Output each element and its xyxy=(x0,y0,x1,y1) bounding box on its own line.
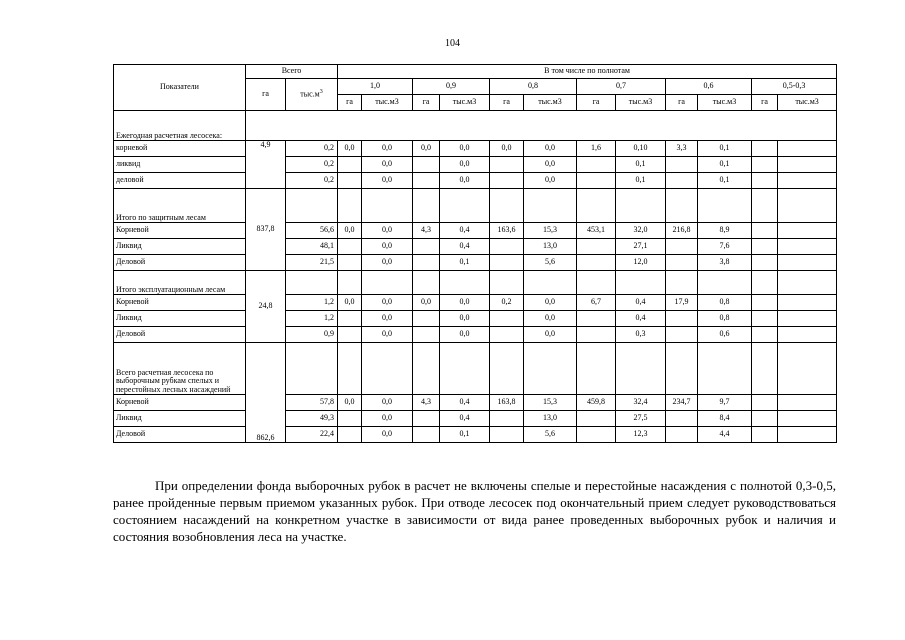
table-row xyxy=(114,255,837,271)
density-m3-cell: 8,9 xyxy=(698,223,752,239)
density-m3-cell xyxy=(778,427,837,443)
density-ha-cell: 4,3 xyxy=(413,395,440,411)
body-paragraph: При определении фонда выборочных рубок в расчет не включены спелые и перестойные насаждения с полнотой 0,3-0,5, ранее пройденные первым приемом указанных рубок. При отводе лесосек под окончательный прием следует руководствоваться состоянием насаждений на конкретном участке в зависимости от вида ранее проведенных выборочных рубок и наличия и состояния возобновления леса на участке. xyxy=(113,478,836,544)
total-m3-cell: 48,1 xyxy=(286,239,338,255)
density-m3-cell: 0,0 xyxy=(362,311,413,327)
density-m3-cell: 0,0 xyxy=(440,173,490,189)
header-total-m3: $тыс.м^3$ xyxy=(286,79,338,111)
density-m3-cell: 0,0 xyxy=(440,295,490,311)
table-row xyxy=(114,327,837,343)
density-ha-cell xyxy=(490,427,524,443)
table-row xyxy=(114,157,837,173)
empty-cell xyxy=(413,271,440,295)
table-row xyxy=(114,295,837,311)
unit-m3-header: тыс.м3 xyxy=(616,95,666,111)
empty-cell xyxy=(338,189,362,223)
density-m3-cell: 4,4 xyxy=(698,427,752,443)
density-m3-cell: 0,3 xyxy=(616,327,666,343)
total-m3-cell: 0,2 xyxy=(286,157,338,173)
density-m3-cell xyxy=(778,173,837,189)
density-m3-cell: 0,1 xyxy=(440,427,490,443)
density-m3-cell: 0,0 xyxy=(362,395,413,411)
density-header: 0,5-0,3 xyxy=(752,79,837,95)
total-m3-cell: 0,2 xyxy=(286,173,338,189)
table-row xyxy=(114,395,837,411)
empty-cell xyxy=(778,343,837,395)
density-ha-cell xyxy=(490,173,524,189)
table-row xyxy=(114,411,837,427)
section-total-ha: 24,8 xyxy=(246,271,286,343)
density-ha-cell: 163,6 xyxy=(490,223,524,239)
density-ha-cell: 0,0 xyxy=(490,141,524,157)
density-ha-cell xyxy=(338,255,362,271)
density-ha-cell: 0,0 xyxy=(338,223,362,239)
density-m3-cell xyxy=(778,141,837,157)
unit-m3-header: тыс.м3 xyxy=(440,95,490,111)
density-m3-cell xyxy=(778,223,837,239)
density-ha-cell xyxy=(413,255,440,271)
empty-cell xyxy=(698,343,752,395)
density-ha-cell xyxy=(413,411,440,427)
density-m3-cell: 0,0 xyxy=(524,173,577,189)
density-ha-cell xyxy=(413,311,440,327)
unit-ha-header: га xyxy=(338,95,362,111)
total-m3-cell: 0,2 xyxy=(286,141,338,157)
total-m3-cell: 1,2 xyxy=(286,311,338,327)
density-m3-cell: 0,1 xyxy=(616,173,666,189)
density-m3-cell: 8,4 xyxy=(698,411,752,427)
density-m3-cell: 0,0 xyxy=(440,327,490,343)
total-m3-cell: 1,2 xyxy=(286,295,338,311)
density-m3-cell: 0,0 xyxy=(362,239,413,255)
total-m3-cell: 49,3 xyxy=(286,411,338,427)
empty-cell xyxy=(577,343,616,395)
density-m3-cell xyxy=(778,311,837,327)
density-ha-cell xyxy=(413,239,440,255)
unit-m3-header: тыс.м3 xyxy=(778,95,837,111)
density-m3-cell: 0,0 xyxy=(440,141,490,157)
empty-cell xyxy=(778,271,837,295)
empty-cell xyxy=(778,189,837,223)
table-header xyxy=(114,65,837,111)
density-m3-cell xyxy=(778,255,837,271)
unit-ha-header: га xyxy=(577,95,616,111)
density-m3-cell: 5,6 xyxy=(524,427,577,443)
density-m3-cell xyxy=(778,395,837,411)
density-ha-cell xyxy=(752,411,778,427)
row-label: Деловой xyxy=(114,255,246,271)
density-m3-cell: 0,0 xyxy=(524,141,577,157)
total-m3-cell: 57,8 xyxy=(286,395,338,411)
row-label: ликвид xyxy=(114,157,246,173)
density-ha-cell xyxy=(666,427,698,443)
density-ha-cell: 163,8 xyxy=(490,395,524,411)
density-m3-cell: 3,8 xyxy=(698,255,752,271)
table-row xyxy=(114,141,837,157)
table-row xyxy=(114,427,837,443)
density-m3-cell: 27,1 xyxy=(616,239,666,255)
density-ha-cell: 0,0 xyxy=(338,141,362,157)
density-m3-cell: 15,3 xyxy=(524,395,577,411)
density-m3-cell: 0,0 xyxy=(362,157,413,173)
density-m3-cell: 0,10 xyxy=(616,141,666,157)
empty-cell xyxy=(577,271,616,295)
density-ha-cell xyxy=(490,327,524,343)
empty-cell xyxy=(616,343,666,395)
section-total-ha: 862,6 xyxy=(246,343,286,443)
density-ha-cell xyxy=(752,157,778,173)
density-ha-cell xyxy=(338,157,362,173)
empty-cell xyxy=(362,343,413,395)
density-ha-cell: 0,0 xyxy=(413,295,440,311)
table-row xyxy=(114,223,837,239)
density-ha-cell xyxy=(490,311,524,327)
unit-m3-header: тыс.м3 xyxy=(362,95,413,111)
density-ha-cell: 453,1 xyxy=(577,223,616,239)
row-label: деловой xyxy=(114,173,246,189)
density-m3-cell: 0,0 xyxy=(362,327,413,343)
density-ha-cell xyxy=(752,255,778,271)
density-m3-cell: 0,6 xyxy=(698,327,752,343)
empty-cell xyxy=(338,343,362,395)
unit-m3-header: тыс.м3 xyxy=(698,95,752,111)
density-ha-cell xyxy=(577,239,616,255)
empty-cell xyxy=(490,189,524,223)
section-title: Итого эксплуатационным лесам xyxy=(114,271,246,295)
density-ha-cell: 6,7 xyxy=(577,295,616,311)
density-ha-cell xyxy=(413,327,440,343)
density-ha-cell: 17,9 xyxy=(666,295,698,311)
density-ha-cell xyxy=(490,411,524,427)
density-m3-cell: 12,0 xyxy=(616,255,666,271)
density-ha-cell xyxy=(752,427,778,443)
density-m3-cell: 0,0 xyxy=(362,173,413,189)
density-ha-cell xyxy=(752,295,778,311)
density-m3-cell: 0,0 xyxy=(362,223,413,239)
empty-cell xyxy=(440,271,490,295)
density-ha-cell xyxy=(338,311,362,327)
page-number: 104 xyxy=(445,38,460,49)
density-m3-cell: 0,0 xyxy=(362,295,413,311)
empty-cell xyxy=(490,343,524,395)
density-m3-cell: 15,3 xyxy=(524,223,577,239)
row-label: Деловой xyxy=(114,327,246,343)
section-title: Всего расчетная лесосека по выборочным рубкам спелых и перестойных лесных насаждений xyxy=(114,343,246,395)
density-ha-cell: 4,3 xyxy=(413,223,440,239)
density-m3-cell xyxy=(778,295,837,311)
total-m3-cell: 56,6 xyxy=(286,223,338,239)
density-m3-cell xyxy=(778,411,837,427)
density-m3-cell: 0,4 xyxy=(616,311,666,327)
empty-cell xyxy=(286,271,338,295)
density-ha-cell: 0,2 xyxy=(490,295,524,311)
density-m3-cell: 5,6 xyxy=(524,255,577,271)
density-m3-cell: 0,1 xyxy=(440,255,490,271)
density-ha-cell xyxy=(752,327,778,343)
density-ha-cell xyxy=(577,311,616,327)
density-ha-cell xyxy=(577,327,616,343)
density-m3-cell: 0,1 xyxy=(616,157,666,173)
density-ha-cell: 1,6 xyxy=(577,141,616,157)
density-m3-cell: 0,0 xyxy=(524,157,577,173)
empty-cell xyxy=(666,271,698,295)
density-ha-cell: 3,3 xyxy=(666,141,698,157)
density-header: 0,6 xyxy=(666,79,752,95)
density-ha-cell: 234,7 xyxy=(666,395,698,411)
total-m3-cell: 0,9 xyxy=(286,327,338,343)
density-m3-cell: 0,8 xyxy=(698,311,752,327)
density-ha-cell xyxy=(752,239,778,255)
density-m3-cell: 0,1 xyxy=(698,173,752,189)
row-label: Ликвид xyxy=(114,239,246,255)
section-total-ha: 4,9 xyxy=(246,141,286,189)
density-ha-cell xyxy=(577,411,616,427)
density-ha-cell xyxy=(338,427,362,443)
density-ha-cell xyxy=(666,327,698,343)
header-including: В том числе по полнотам xyxy=(338,65,837,79)
density-ha-cell xyxy=(577,157,616,173)
table-row xyxy=(114,311,837,327)
density-m3-cell: 9,7 xyxy=(698,395,752,411)
total-m3-cell: 22,4 xyxy=(286,427,338,443)
density-ha-cell: 216,8 xyxy=(666,223,698,239)
density-m3-cell: 32,4 xyxy=(616,395,666,411)
density-ha-cell xyxy=(666,157,698,173)
section-title-row xyxy=(114,189,837,223)
density-m3-cell: 0,4 xyxy=(440,411,490,427)
row-label: Ликвид xyxy=(114,411,246,427)
density-ha-cell: 0,0 xyxy=(338,395,362,411)
empty-cell xyxy=(524,343,577,395)
density-m3-cell: 27,5 xyxy=(616,411,666,427)
empty-cell xyxy=(413,343,440,395)
density-m3-cell: 0,0 xyxy=(524,311,577,327)
row-label: Корневой xyxy=(114,295,246,311)
empty-cell xyxy=(362,189,413,223)
empty-cell xyxy=(440,189,490,223)
density-ha-cell xyxy=(666,411,698,427)
density-m3-cell: 7,6 xyxy=(698,239,752,255)
density-m3-cell: 0,0 xyxy=(524,327,577,343)
empty-cell xyxy=(286,189,338,223)
density-ha-cell xyxy=(752,173,778,189)
density-ha-cell xyxy=(338,173,362,189)
empty-cell xyxy=(666,189,698,223)
density-ha-cell xyxy=(413,173,440,189)
section-title-row xyxy=(114,271,837,295)
density-m3-cell: 0,4 xyxy=(440,223,490,239)
section-title: Итого по защитным лесам xyxy=(114,189,246,223)
empty-cell xyxy=(246,111,837,141)
density-ha-cell xyxy=(666,311,698,327)
density-m3-cell: 0,8 xyxy=(698,295,752,311)
unit-ha-header: га xyxy=(490,95,524,111)
empty-cell xyxy=(752,189,778,223)
density-ha-cell xyxy=(752,395,778,411)
density-m3-cell: 32,0 xyxy=(616,223,666,239)
density-ha-cell xyxy=(752,311,778,327)
density-ha-cell: 0,0 xyxy=(413,141,440,157)
empty-cell xyxy=(752,343,778,395)
unit-ha-header: га xyxy=(413,95,440,111)
density-m3-cell: 0,0 xyxy=(362,427,413,443)
empty-cell xyxy=(524,189,577,223)
density-header: 0,7 xyxy=(577,79,666,95)
density-m3-cell: 0,0 xyxy=(362,141,413,157)
density-m3-cell: 0,4 xyxy=(440,395,490,411)
density-ha-cell xyxy=(338,327,362,343)
empty-cell xyxy=(490,271,524,295)
density-m3-cell: 0,4 xyxy=(616,295,666,311)
empty-cell xyxy=(666,343,698,395)
density-ha-cell xyxy=(666,239,698,255)
section-title-row xyxy=(114,111,837,141)
density-ha-cell xyxy=(490,157,524,173)
density-ha-cell xyxy=(490,255,524,271)
empty-cell xyxy=(440,343,490,395)
empty-cell xyxy=(286,343,338,395)
density-m3-cell: 0,0 xyxy=(362,411,413,427)
density-ha-cell xyxy=(666,173,698,189)
density-m3-cell: 0,1 xyxy=(698,141,752,157)
density-ha-cell xyxy=(338,239,362,255)
density-ha-cell xyxy=(338,411,362,427)
density-ha-cell xyxy=(752,141,778,157)
empty-cell xyxy=(577,189,616,223)
row-label: Корневой xyxy=(114,395,246,411)
density-m3-cell xyxy=(778,157,837,173)
density-m3-cell: 13,0 xyxy=(524,239,577,255)
density-ha-cell xyxy=(577,427,616,443)
table-row xyxy=(114,173,837,189)
density-m3-cell xyxy=(778,327,837,343)
row-label: корневой xyxy=(114,141,246,157)
density-ha-cell xyxy=(413,157,440,173)
total-m3-cell: 21,5 xyxy=(286,255,338,271)
section-total-ha: 837,8 xyxy=(246,189,286,271)
density-ha-cell xyxy=(577,173,616,189)
empty-cell xyxy=(616,189,666,223)
empty-cell xyxy=(616,271,666,295)
forest-fund-table xyxy=(113,64,837,443)
density-ha-cell xyxy=(413,427,440,443)
density-ha-cell xyxy=(666,255,698,271)
empty-cell xyxy=(362,271,413,295)
unit-m3-header: тыс.м3 xyxy=(524,95,577,111)
unit-ha-header: га xyxy=(666,95,698,111)
row-label: Ликвид xyxy=(114,311,246,327)
table-row xyxy=(114,239,837,255)
header-indicators: Показатели xyxy=(114,65,246,111)
density-ha-cell xyxy=(490,239,524,255)
row-label: Деловой xyxy=(114,427,246,443)
density-m3-cell: 0,0 xyxy=(440,157,490,173)
density-m3-cell: 12,3 xyxy=(616,427,666,443)
empty-cell xyxy=(413,189,440,223)
empty-cell xyxy=(698,189,752,223)
density-ha-cell xyxy=(577,255,616,271)
density-ha-cell xyxy=(752,223,778,239)
density-m3-cell xyxy=(778,239,837,255)
density-m3-cell: 0,1 xyxy=(698,157,752,173)
density-m3-cell: 13,0 xyxy=(524,411,577,427)
density-ha-cell: 0,0 xyxy=(338,295,362,311)
empty-cell xyxy=(698,271,752,295)
section-title-row xyxy=(114,343,837,395)
density-m3-cell: 0,0 xyxy=(362,255,413,271)
density-m3-cell: 0,0 xyxy=(524,295,577,311)
density-m3-cell: 0,4 xyxy=(440,239,490,255)
empty-cell xyxy=(752,271,778,295)
table-body xyxy=(114,111,837,443)
header-total: Всего xyxy=(246,65,338,79)
density-ha-cell: 459,8 xyxy=(577,395,616,411)
empty-cell xyxy=(524,271,577,295)
unit-ha-header: га xyxy=(752,95,778,111)
row-label: Корневой xyxy=(114,223,246,239)
density-m3-cell: 0,0 xyxy=(440,311,490,327)
header-total-ha: га xyxy=(246,79,286,111)
density-header: 1,0 xyxy=(338,79,413,95)
density-header: 0,8 xyxy=(490,79,577,95)
section-title: Ежегодная расчетная лесосека: xyxy=(114,111,246,141)
density-header: 0,9 xyxy=(413,79,490,95)
empty-cell xyxy=(338,271,362,295)
